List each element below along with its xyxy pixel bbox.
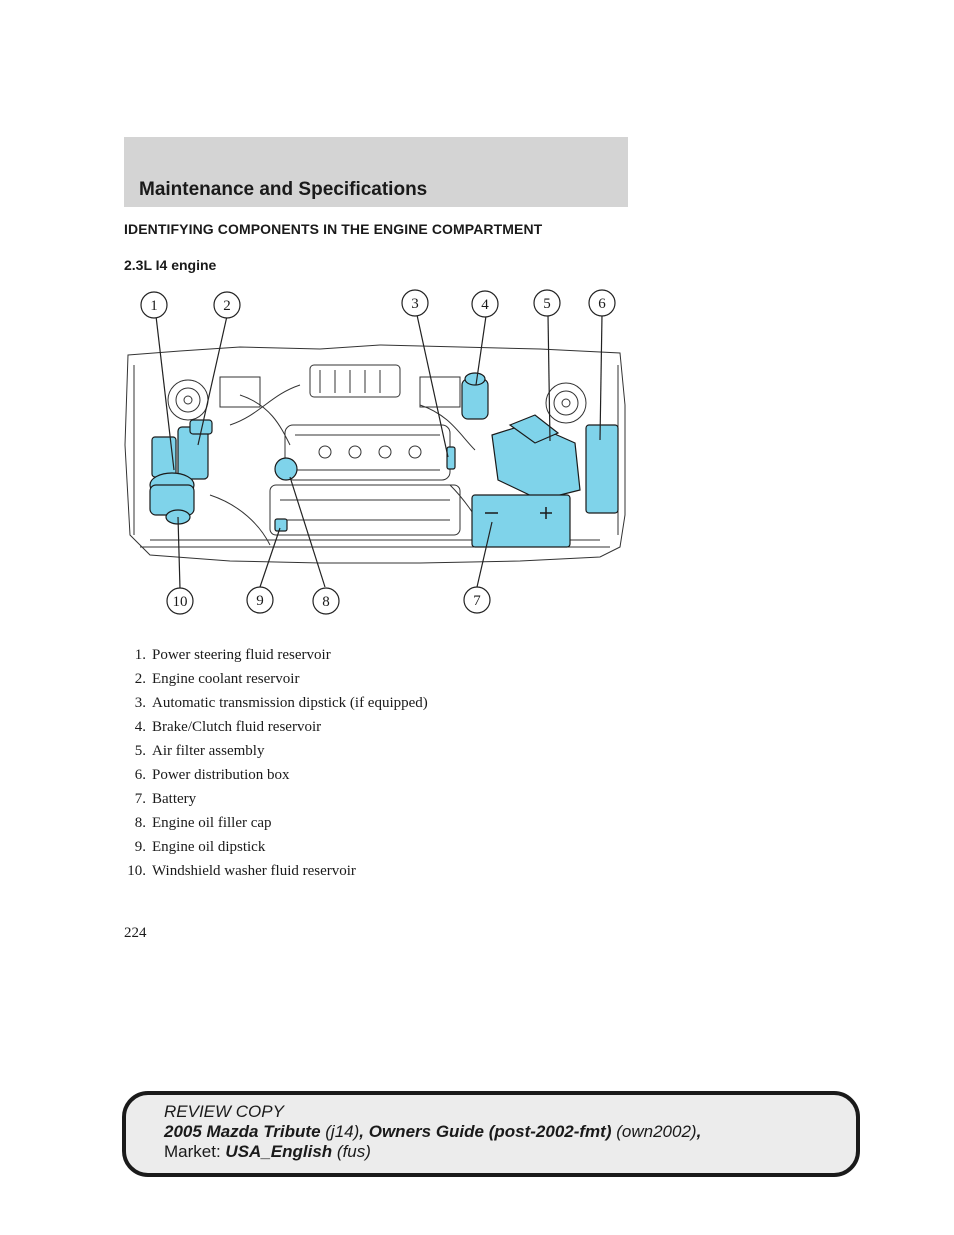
callout-3: 3: [411, 296, 419, 312]
callout-10: 10: [172, 594, 188, 610]
oil-filler-cap-shape: [275, 458, 297, 480]
model-code: (j14): [325, 1122, 360, 1141]
market-label: Market:: [164, 1142, 221, 1161]
list-item: 10. Windshield washer fluid reservoir: [127, 863, 356, 879]
power-distribution-box-shape: [586, 425, 618, 513]
callout-2: 2: [223, 298, 231, 314]
component-legend: [118, 645, 428, 885]
callout-8: 8: [322, 594, 330, 610]
list-item: 9. Engine oil dipstick: [134, 839, 266, 855]
section-heading: IDENTIFYING COMPONENTS IN THE ENGINE COMPARTMENT: [124, 221, 543, 237]
transmission-dipstick-shape: [447, 447, 455, 469]
page-title: Maintenance and Specifications: [139, 179, 428, 200]
callout-9: 9: [256, 593, 264, 609]
model-name: 2005 Mazda Tribute: [164, 1122, 321, 1141]
callout-6: 6: [598, 296, 606, 312]
review-copy-label: REVIEW COPY: [164, 1102, 284, 1121]
engine-subheading: 2.3L I4 engine: [124, 257, 217, 273]
coolant-reservoir-shape: [178, 427, 208, 479]
list-item: 6. Power distribution box: [134, 767, 290, 783]
market-code: (fus): [336, 1142, 371, 1161]
list-item: 4. Brake/Clutch fluid reservoir: [134, 719, 322, 735]
market-value: USA_English: [225, 1142, 333, 1161]
list-item: 3. Automatic transmission dipstick (if equipped): [134, 695, 428, 711]
list-item: 7. Battery: [134, 791, 197, 807]
callout-7: 7: [473, 593, 481, 609]
list-item: 5. Air filter assembly: [134, 743, 265, 759]
oil-dipstick-shape: [275, 519, 287, 531]
engine-compartment-diagram: [120, 285, 632, 620]
callout-5: 5: [543, 296, 551, 312]
callout-1: 1: [150, 298, 158, 314]
list-item: 8. Engine oil filler cap: [134, 815, 272, 831]
guide-code: (own2002): [616, 1122, 697, 1141]
list-item: 1. Power steering fluid reservoir: [134, 647, 331, 663]
list-item: 2. Engine coolant reservoir: [134, 671, 300, 687]
header-band: [124, 137, 628, 207]
review-copy-footer: [122, 1091, 860, 1177]
footer-text: REVIEW COPY 2005 Mazda Tribute (j14), Owners Guide (post-2002-fmt) (own2002), Market: USA_English (fus): [164, 1102, 702, 1161]
callout-4: 4: [481, 297, 489, 313]
page-number: 224: [124, 925, 147, 941]
guide-name: Owners Guide (post-2002-fmt): [368, 1122, 612, 1141]
battery-shape: [472, 495, 570, 547]
